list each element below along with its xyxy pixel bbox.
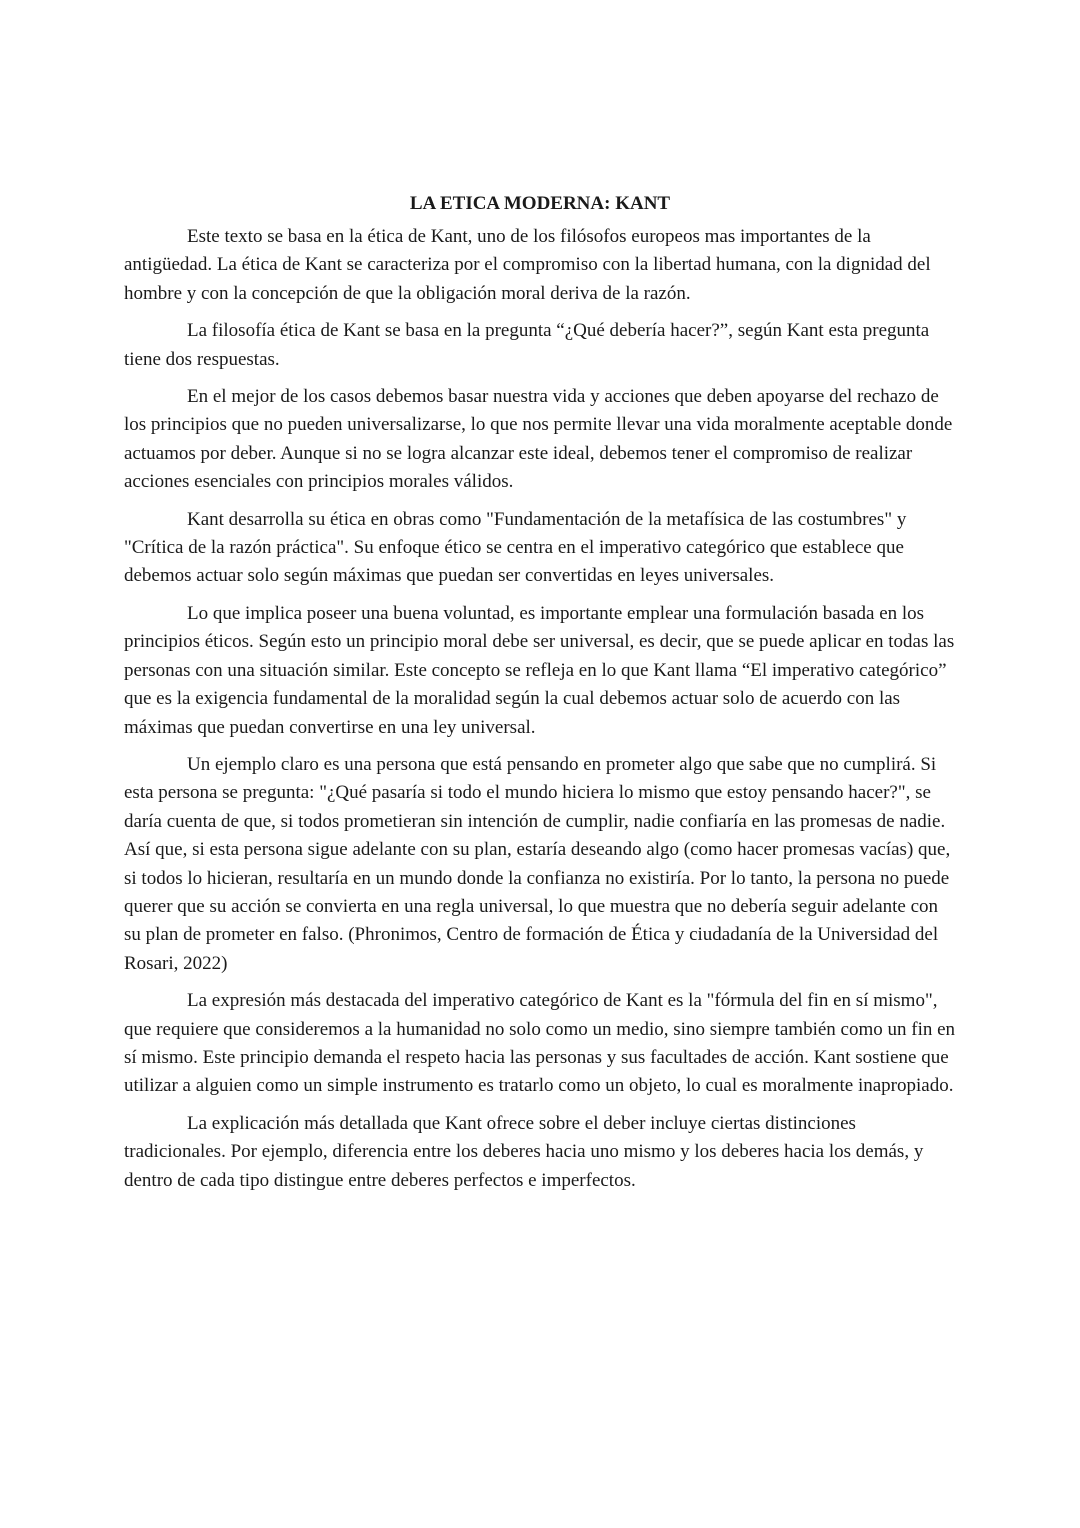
- paragraph-question: La filosofía ética de Kant se basa en la pregunta “¿Qué debería hacer?”, según Kant esta pregunta tiene dos respuestas.: [124, 320, 930, 370]
- paragraph-works: Kant desarrolla su ética en obras como "Fundamentación de la metafísica de las costumbres" y "Crítica de la razón práctica". Su enfoque ético se centra en el imperativo categórico que establece que debemos actuar solo según máximas que puedan ser convertidas en leyes universales.: [124, 508, 907, 587]
- paragraph-good-will: Lo que implica poseer una buena voluntad, es importante emplear una formulación basada en los principios éticos. Según esto un principio moral debe ser universal, es decir, que se puede aplicar en todas las personas con una situación similar. Este concepto se refleja en lo que Kant llama “El imperativo categórico” que es la exigencia fundamental de la moralidad según la cual debemos actuar solo de acuerdo con las máximas que puedan convertirse en una ley universal.: [124, 602, 955, 738]
- document-title: LA ETICA MODERNA: KANT: [409, 193, 671, 214]
- paragraph-example: Un ejemplo claro es una persona que está pensando en prometer algo que sabe que no cumplirá. Si esta persona se pregunta: "¿Qué pasaría si todo el mundo hiciera lo mismo que estoy pensando hacer?", se daría cuenta de que, si todos prometieran sin intención de cumplir, nadie confiaría en las promesas de nadie. Así que, si esta persona sigue adelante con su plan, estaría deseando algo (como hacer promesas vacías) que, si todos lo hicieran, resultaría en un mundo donde la confianza no existiría. Por lo tanto, la persona no puede querer que su acción se convierta en una regla universal, lo que muestra que no debería seguir adelante con su plan de prometer en falso. (Phronimos, Centro de formación de Ética y ciudadanía de la Universidad del Rosari, 2022): [124, 753, 951, 974]
- paragraph-end-in-itself: La expresión más destacada del imperativo categórico de Kant es la "fórmula del fin en sí mismo", que requiere que consideremos a la humanidad no solo como un medio, sino siempre también como un fin en sí mismo. Este principio demanda el respeto hacia las personas y sus facultades de acción. Kant sostiene que utilizar a alguien como un simple instrumento es tratarlo como un objeto, lo cual es moralmente inapropiado.: [124, 990, 956, 1097]
- paragraph-duties: La explicación más detallada que Kant ofrece sobre el deber incluye ciertas distinciones tradicionales. Por ejemplo, diferencia entre los deberes hacia uno mismo y los deberes hacia los demás, y dentro de cada tipo distingue entre deberes perfectos e imperfectos.: [124, 1112, 924, 1191]
- document-body: [124, 190, 956, 1204]
- paragraph-intro: Este texto se basa en la ética de Kant, uno de los filósofos europeos mas importantes de la antigüedad. La ética de Kant se caracteriza por el compromiso con la libertad humana, con la dignidad del hombre y con la concepción de que la obligación moral deriva de la razón.: [124, 226, 931, 304]
- paragraph-best-case: En el mejor de los casos debemos basar nuestra vida y acciones que deben apoyarse del rechazo de los principios que no pueden universalizarse, lo que nos permite llevar una vida moralmente aceptable donde actuamos por deber. Aunque si no se logra alcanzar este ideal, debemos tener el compromiso de realizar acciones esenciales con principios morales válidos.: [124, 386, 953, 493]
